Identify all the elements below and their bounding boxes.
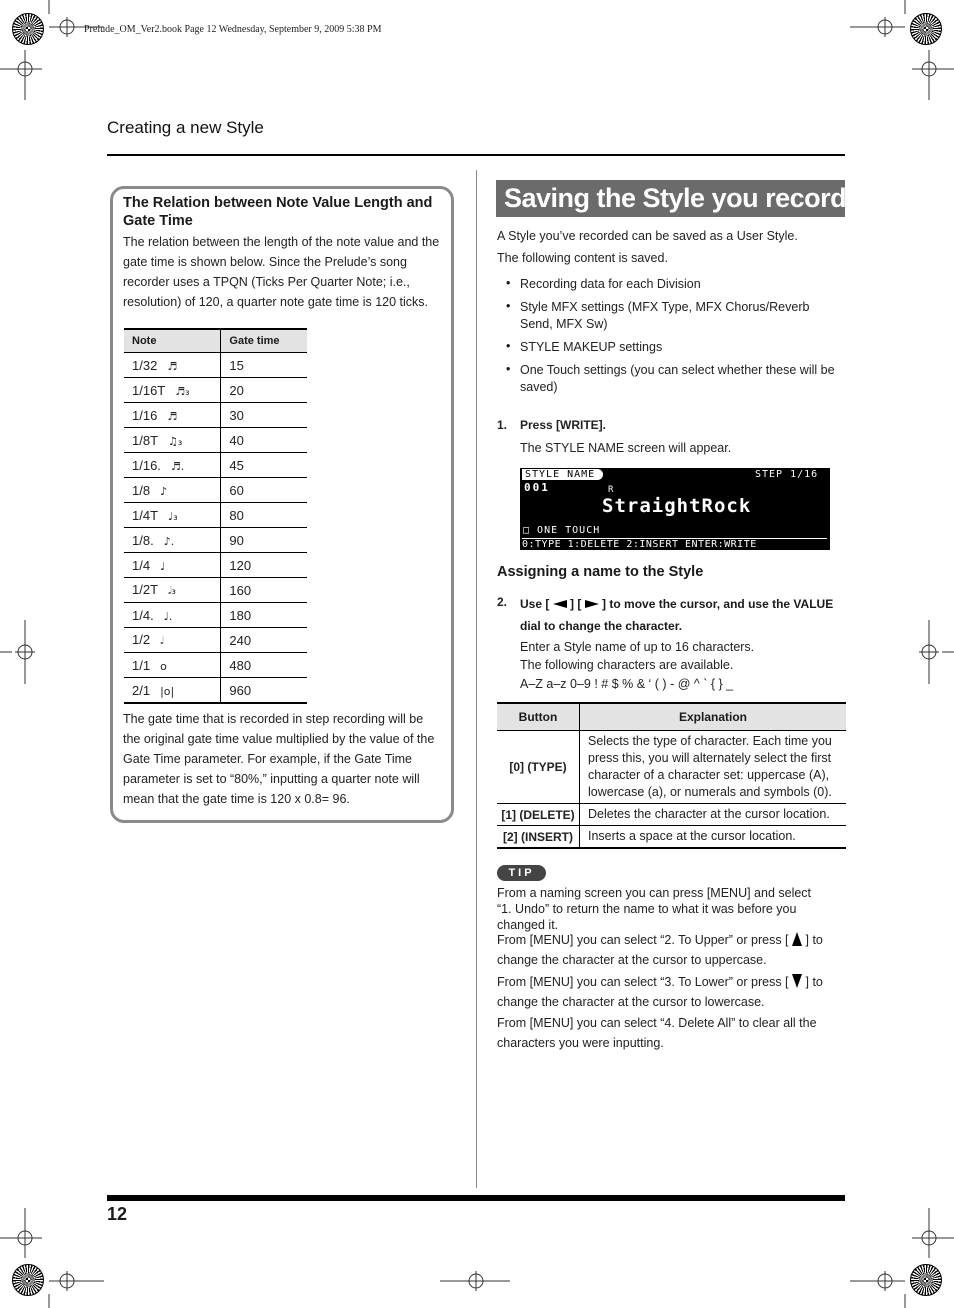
table-row (124, 628, 307, 653)
table-row (124, 653, 307, 678)
list-item: STYLE MAKEUP settings (520, 340, 663, 354)
down-arrow-icon (792, 974, 802, 988)
print-header: Prelude_OM_Ver2.book Page 12 Wednesday, September 9, 2009 5:38 PM (84, 24, 382, 35)
step2-instruction: Use [ ] [ ] to move the cursor, and use the VALUE dial to change the character. (520, 597, 834, 633)
gate-cell: 160 (221, 578, 307, 603)
note-symbol-icon: ♩₃ (168, 509, 178, 523)
lcd-label: STYLE NAME (522, 469, 603, 480)
gate-cell: 40 (221, 428, 307, 453)
step2-line1: Enter a Style name of up to 16 characters. (520, 640, 755, 654)
table-row (124, 428, 307, 453)
table-row (124, 353, 307, 378)
table-row (497, 804, 846, 826)
intro-text-2: The following content is saved. (497, 251, 668, 265)
gate-cell: 15 (221, 353, 307, 378)
tip-badge: TIP (497, 865, 546, 881)
step1-number: 1. (497, 418, 508, 432)
tip-text-2: From [MENU] you can select “2. To Upper” or press [ ] to change the character at the cursor to uppercase. (497, 933, 823, 967)
table-row (124, 578, 307, 603)
table-header-explanation: Explanation (580, 703, 847, 731)
gate-cell: 90 (221, 528, 307, 553)
right-arrow-icon (585, 600, 599, 608)
intro-text-1: A Style you’ve recorded can be saved as a User Style. (497, 229, 798, 243)
note-cell: 2/1 |o| (124, 678, 221, 704)
note-symbol-icon: ♪. (163, 534, 175, 548)
note-cell: 1/1 o (124, 653, 221, 678)
note-cell: 1/2T 𝅗𝅥₃ (124, 578, 221, 603)
lcd-number: 001 (524, 481, 550, 494)
table-row (124, 453, 307, 478)
note-cell: 1/16 ♬ (124, 403, 221, 428)
lcd-one-touch: □ ONE TOUCH (523, 525, 601, 536)
button-cell: [1] (DELETE) (497, 804, 580, 826)
table-header-gate: Gate time (221, 329, 307, 353)
column-divider (476, 170, 477, 1188)
note-symbol-icon: ♬₃ (175, 384, 190, 398)
button-cell: [2] (INSERT) (497, 826, 580, 849)
box-title: The Relation between Note Value Length and Gate Time (123, 195, 433, 229)
table-row (497, 826, 846, 849)
note-symbol-icon: ♬. (170, 459, 185, 473)
note-gate-table (124, 328, 307, 704)
lcd-cursor-mark: R (608, 485, 614, 495)
tip-text-4: From [MENU] you can select “4. Delete All” to clear all the characters you were inputting. (497, 1016, 817, 1050)
bullet-icon: • (506, 276, 511, 290)
note-cell: 1/4 ♩ (124, 553, 221, 578)
explanation-cell: Deletes the character at the cursor location. (580, 804, 847, 826)
list-item: Recording data for each Division (520, 277, 701, 291)
gate-cell: 120 (221, 553, 307, 578)
note-symbol-icon: 𝅗𝅥 (160, 634, 164, 647)
explanation-cell: Selects the type of character. Each time you press this, you will alternately select the first character of a character set: uppercase (A), lowercase (a), or numerals and symbols (0). (580, 731, 847, 804)
note-symbol-icon: 𝅗𝅥₃ (168, 584, 176, 597)
note-symbol-icon: ♬ (167, 409, 178, 423)
gate-cell: 60 (221, 478, 307, 503)
note-cell: 1/16. ♬. (124, 453, 221, 478)
lcd-style-name-screen (520, 468, 830, 550)
note-cell: 1/4. ♩. (124, 603, 221, 628)
table-row (124, 478, 307, 503)
explanation-cell: Inserts a space at the cursor location. (580, 826, 847, 849)
table-row (124, 553, 307, 578)
note-cell: 1/8. ♪. (124, 528, 221, 553)
note-symbol-icon: ♬ (167, 359, 178, 373)
lcd-step: STEP 1/16 (755, 469, 819, 480)
box-outro: The gate time that is recorded in step recording will be the original gate time value multiplied by the value of the Gate Time parameter. For example, if the Gate Time parameter is set to “80%,” inputting a quarter note will mean that the gate time is 120 x 0.8= 96. (123, 712, 435, 806)
table-row (124, 603, 307, 628)
table-row (124, 678, 307, 704)
gate-cell: 30 (221, 403, 307, 428)
note-cell: 1/32 ♬ (124, 353, 221, 378)
note-symbol-icon: ♩. (163, 609, 173, 623)
bullet-icon: • (506, 299, 511, 313)
note-symbol-icon: ♩ (160, 559, 166, 573)
table-row (124, 503, 307, 528)
gate-cell: 80 (221, 503, 307, 528)
header-rule (107, 154, 845, 156)
lcd-footer: 0:TYPE 1:DELETE 2:INSERT ENTER:WRITE (522, 538, 827, 550)
left-arrow-icon (553, 600, 567, 608)
lcd-style-name: StraightRock (602, 495, 752, 517)
button-cell: [0] (TYPE) (497, 731, 580, 804)
table-header-button: Button (497, 703, 580, 731)
lcd-one-touch-text: ONE TOUCH (537, 525, 601, 536)
page-number: 12 (107, 1204, 128, 1224)
table-row (124, 528, 307, 553)
up-arrow-icon (792, 932, 802, 946)
note-symbol-icon: ♪ (160, 484, 168, 498)
note-symbol-icon: o (160, 659, 167, 673)
note-cell: 1/16T ♬₃ (124, 378, 221, 403)
tip-text-3: From [MENU] you can select “3. To Lower” or press [ ] to change the character at the cursor to lowercase. (497, 975, 823, 1009)
gate-cell: 20 (221, 378, 307, 403)
footer-rule (107, 1195, 845, 1201)
note-cell: 1/8T ♫₃ (124, 428, 221, 453)
list-item: One Touch settings (you can select whether these will be saved) (520, 363, 835, 394)
gate-cell: 45 (221, 453, 307, 478)
note-cell: 1/4T ♩₃ (124, 503, 221, 528)
subheading-assign-name: Assigning a name to the Style (497, 564, 704, 580)
running-head: Creating a new Style (107, 118, 264, 137)
gate-cell: 480 (221, 653, 307, 678)
table-row (124, 378, 307, 403)
note-symbol-icon: |o| (160, 684, 175, 698)
gate-cell: 960 (221, 678, 307, 704)
gate-cell: 240 (221, 628, 307, 653)
step2-number: 2. (497, 595, 508, 609)
box-intro: The relation between the length of the note value and the gate time is shown below. Since the Prelude’s song recorder uses a TPQN (Ticks Per Quarter Note; i.e., resolution) of 120, a quarter note gate time is 120 ticks. (123, 235, 440, 309)
note-symbol-icon: ♫₃ (168, 434, 183, 448)
bullet-icon: • (506, 339, 511, 353)
gate-cell: 180 (221, 603, 307, 628)
note-cell: 1/8 ♪ (124, 478, 221, 503)
button-table (497, 702, 846, 849)
section-heading: Saving the Style you recorded (504, 183, 877, 213)
bullet-icon: • (506, 362, 511, 376)
step2-charset: A–Z a–z 0–9 ! # $ % & ‘ ( ) - @ ^ ` { } _ (520, 677, 734, 691)
step1-description: The STYLE NAME screen will appear. (520, 441, 732, 455)
tip-text-1: From a naming screen you can press [MENU] and select “1. Undo” to return the name to what it was before you changed it. (497, 886, 812, 932)
table-header-note: Note (124, 329, 221, 353)
table-row (124, 403, 307, 428)
list-item: Style MFX settings (MFX Type, MFX Chorus/Reverb Send, MFX Sw) (520, 300, 810, 331)
note-cell: 1/2 𝅗𝅥 (124, 628, 221, 653)
step2-line2: The following characters are available. (520, 658, 734, 672)
step1-instruction: Press [WRITE]. (520, 418, 607, 432)
table-row (497, 731, 846, 804)
